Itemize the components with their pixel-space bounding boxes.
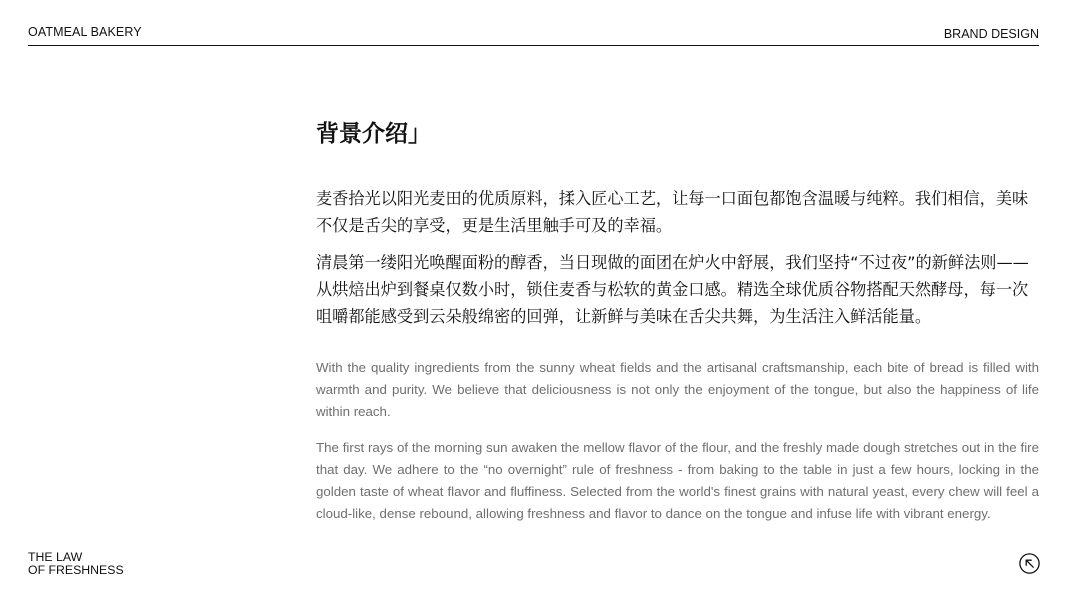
brand-name: OATMEAL BAKERY xyxy=(28,25,142,39)
english-text-block xyxy=(316,357,1039,525)
chinese-paragraph-2: 清晨第一缕阳光唤醒面粉的醇香，当日现做的面团在炉火中舒展，我们坚持“不过夜”的新鲜法则——从烘焙出炉到餐桌仅数小时，锁住麦香与松软的黄金口感。精选全球优质谷物搭配天然酵母，每一次咀嚼都能感受到云朵般绵密的回弹，让新鲜与美味在舌尖共舞，为生活注入鲜活能量。 xyxy=(316,253,1029,326)
section-label: BRAND DESIGN xyxy=(943,27,1039,41)
header-divider xyxy=(28,45,1039,46)
english-paragraph-1: With the quality ingredients from the sunny wheat fields and the artisanal craftsmanship, each bite of bread is filled with warmth and purity. We believe that deliciousness is not only the enjoyment of the tongue, but also the happiness of life within reach. xyxy=(316,360,1039,419)
chinese-paragraph-1: 麦香拾光以阳光麦田的优质原料，揉入匠心工艺，让每一口面包都饱含温暖与纯粹。我们相信，美味不仅是舌尖的享受，更是生活里触手可及的幸福。 xyxy=(316,189,1029,235)
arrow-up-left-circle-icon-svg xyxy=(1019,553,1040,574)
footer-tagline-line-1: THE LAW xyxy=(28,550,83,564)
main-content xyxy=(316,116,1039,539)
footer-tagline-line-2: OF FRESHNESS xyxy=(28,562,124,577)
arrow-up-left-circle-icon[interactable] xyxy=(1019,553,1040,574)
page-title: 背景介绍」 xyxy=(316,121,431,147)
english-paragraph-2: The first rays of the morning sun awaken the mellow flavor of the flour, and the freshly made dough stretches out in the fire that day. We adhere to the “no overnight” rule of freshness - from baking to the table in just a few hours, locking in the golden taste of wheat flavor and fluffiness. Selected from the world's finest grains with natural yeast, every chew will feel a cloud-like, dense rebound, allowing freshness and flavor to dance on the tongue and infuse life with vibrant energy. xyxy=(316,440,1039,521)
footer-tagline xyxy=(28,551,124,576)
